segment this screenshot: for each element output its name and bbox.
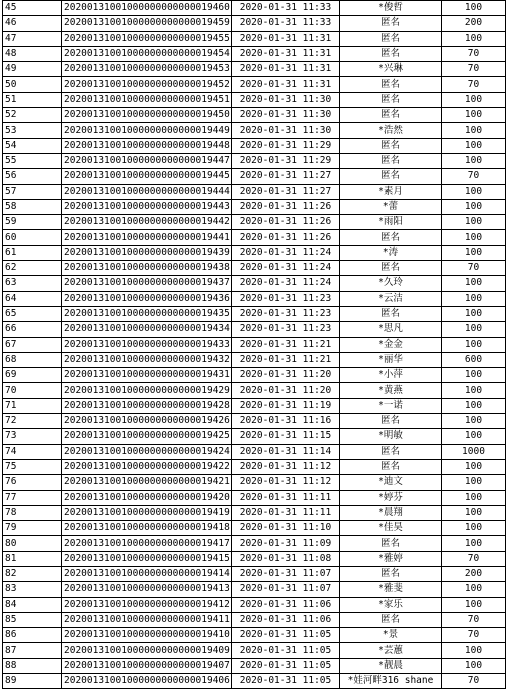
donation-time-cell: 2020-01-31 11:16 [232,414,340,429]
amount-cell: 70 [442,551,506,566]
donor-name-cell: 匿名 [340,46,442,61]
donor-name-cell: *靓晨 [340,658,442,673]
order-number-cell: 20200131001000000000000019437 [62,276,232,291]
amount-cell: 100 [442,276,506,291]
donor-name-cell: *一诺 [340,398,442,413]
row-index-cell: 55 [3,153,62,168]
donor-name-cell: 匿名 [340,92,442,107]
order-number-cell: 20200131001000000000000019439 [62,245,232,260]
order-number-cell: 20200131001000000000000019450 [62,108,232,123]
table-row [3,215,506,230]
amount-cell: 70 [442,169,506,184]
donor-name-cell: *芸蕙 [340,643,442,658]
donor-name-cell: *景 [340,628,442,643]
donation-time-cell: 2020-01-31 11:07 [232,566,340,581]
donation-time-cell: 2020-01-31 11:30 [232,108,340,123]
row-index-cell: 53 [3,123,62,138]
row-index-cell: 72 [3,414,62,429]
order-number-cell: 20200131001000000000000019445 [62,169,232,184]
table-row [3,658,506,673]
row-index-cell: 83 [3,582,62,597]
amount-cell: 200 [442,566,506,581]
donor-name-cell: *小萍 [340,368,442,383]
row-index-cell: 79 [3,521,62,536]
donor-name-cell: *素月 [340,184,442,199]
table-row [3,306,506,321]
row-index-cell: 87 [3,643,62,658]
row-index-cell: 57 [3,184,62,199]
table-row [3,352,506,367]
amount-cell: 100 [442,368,506,383]
table-row [3,123,506,138]
amount-cell: 100 [442,536,506,551]
table-row [3,291,506,306]
donation-time-cell: 2020-01-31 11:24 [232,276,340,291]
order-number-cell: 20200131001000000000000019410 [62,628,232,643]
row-index-cell: 61 [3,245,62,260]
table-row [3,77,506,92]
amount-cell: 100 [442,383,506,398]
row-index-cell: 59 [3,215,62,230]
amount-cell: 70 [442,674,506,689]
table-row [3,398,506,413]
order-number-cell: 20200131001000000000000019460 [62,1,232,16]
amount-cell: 100 [442,643,506,658]
amount-cell: 100 [442,658,506,673]
donor-name-cell: *迪文 [340,475,442,490]
table-row [3,612,506,627]
order-number-cell: 20200131001000000000000019449 [62,123,232,138]
row-index-cell: 52 [3,108,62,123]
row-index-cell: 88 [3,658,62,673]
row-index-cell: 62 [3,261,62,276]
donation-time-cell: 2020-01-31 11:12 [232,475,340,490]
amount-cell: 100 [442,138,506,153]
row-index-cell: 76 [3,475,62,490]
amount-cell: 100 [442,582,506,597]
donor-name-cell: *兴琳 [340,62,442,77]
order-number-cell: 20200131001000000000000019415 [62,551,232,566]
donor-name-cell: *蕾 [340,199,442,214]
amount-cell: 100 [442,490,506,505]
table-row [3,536,506,551]
amount-cell: 100 [442,245,506,260]
table-row [3,92,506,107]
table-row [3,505,506,520]
amount-cell: 100 [442,306,506,321]
donation-time-cell: 2020-01-31 11:06 [232,597,340,612]
donation-table-body [3,1,506,689]
order-number-cell: 20200131001000000000000019411 [62,612,232,627]
row-index-cell: 89 [3,674,62,689]
row-index-cell: 50 [3,77,62,92]
table-row [3,582,506,597]
donation-time-cell: 2020-01-31 11:06 [232,612,340,627]
table-row [3,490,506,505]
table-row [3,245,506,260]
donor-name-cell: *娃河畔316 shane [340,674,442,689]
table-row [3,674,506,689]
table-row [3,444,506,459]
donor-name-cell: *黄燕 [340,383,442,398]
row-index-cell: 85 [3,612,62,627]
donation-time-cell: 2020-01-31 11:33 [232,16,340,31]
donor-name-cell: *雅婷 [340,551,442,566]
amount-cell: 100 [442,153,506,168]
amount-cell: 200 [442,16,506,31]
amount-cell: 70 [442,46,506,61]
row-index-cell: 49 [3,62,62,77]
order-number-cell: 20200131001000000000000019407 [62,658,232,673]
donor-name-cell: *佳昊 [340,521,442,536]
amount-cell: 100 [442,398,506,413]
amount-cell: 100 [442,322,506,337]
donor-name-cell: 匿名 [340,306,442,321]
table-row [3,459,506,474]
amount-cell: 600 [442,352,506,367]
row-index-cell: 81 [3,551,62,566]
order-number-cell: 20200131001000000000000019414 [62,566,232,581]
order-number-cell: 20200131001000000000000019424 [62,444,232,459]
order-number-cell: 20200131001000000000000019409 [62,643,232,658]
amount-cell: 70 [442,612,506,627]
row-index-cell: 64 [3,291,62,306]
table-row [3,31,506,46]
row-index-cell: 70 [3,383,62,398]
table-row [3,368,506,383]
order-number-cell: 20200131001000000000000019459 [62,16,232,31]
donation-time-cell: 2020-01-31 11:30 [232,123,340,138]
donor-name-cell: 匿名 [340,414,442,429]
donor-name-cell: *丽华 [340,352,442,367]
order-number-cell: 20200131001000000000000019454 [62,46,232,61]
amount-cell: 100 [442,337,506,352]
order-number-cell: 20200131001000000000000019417 [62,536,232,551]
order-number-cell: 20200131001000000000000019419 [62,505,232,520]
order-number-cell: 20200131001000000000000019441 [62,230,232,245]
donation-time-cell: 2020-01-31 11:09 [232,536,340,551]
row-index-cell: 65 [3,306,62,321]
table-row [3,46,506,61]
order-number-cell: 20200131001000000000000019432 [62,352,232,367]
order-number-cell: 20200131001000000000000019453 [62,62,232,77]
donation-time-cell: 2020-01-31 11:05 [232,628,340,643]
order-number-cell: 20200131001000000000000019428 [62,398,232,413]
table-row [3,322,506,337]
donation-table [2,0,506,689]
amount-cell: 100 [442,184,506,199]
donation-time-cell: 2020-01-31 11:11 [232,490,340,505]
table-row [3,16,506,31]
table-row [3,261,506,276]
amount-cell: 100 [442,31,506,46]
donor-name-cell: 匿名 [340,169,442,184]
donor-name-cell: 匿名 [340,138,442,153]
donor-name-cell: 匿名 [340,444,442,459]
order-number-cell: 20200131001000000000000019448 [62,138,232,153]
donor-name-cell: 匿名 [340,16,442,31]
table-row [3,230,506,245]
row-index-cell: 84 [3,597,62,612]
donation-time-cell: 2020-01-31 11:21 [232,337,340,352]
donation-time-cell: 2020-01-31 11:12 [232,459,340,474]
order-number-cell: 20200131001000000000000019412 [62,597,232,612]
donation-time-cell: 2020-01-31 11:14 [232,444,340,459]
donation-time-cell: 2020-01-31 11:33 [232,1,340,16]
row-index-cell: 74 [3,444,62,459]
row-index-cell: 45 [3,1,62,16]
row-index-cell: 60 [3,230,62,245]
order-number-cell: 20200131001000000000000019451 [62,92,232,107]
donation-time-cell: 2020-01-31 11:24 [232,245,340,260]
amount-cell: 100 [442,1,506,16]
donor-name-cell: 匿名 [340,31,442,46]
amount-cell: 100 [442,429,506,444]
donor-name-cell: 匿名 [340,536,442,551]
amount-cell: 70 [442,77,506,92]
donor-name-cell: 匿名 [340,566,442,581]
table-row [3,643,506,658]
donor-name-cell: *金金 [340,337,442,352]
row-index-cell: 78 [3,505,62,520]
table-row [3,62,506,77]
donor-name-cell: *思凡 [340,322,442,337]
order-number-cell: 20200131001000000000000019431 [62,368,232,383]
amount-cell: 100 [442,597,506,612]
donation-time-cell: 2020-01-31 11:21 [232,352,340,367]
row-index-cell: 54 [3,138,62,153]
row-index-cell: 56 [3,169,62,184]
donor-name-cell: *浩然 [340,123,442,138]
order-number-cell: 20200131001000000000000019434 [62,322,232,337]
amount-cell: 100 [442,459,506,474]
amount-cell: 100 [442,230,506,245]
amount-cell: 100 [442,475,506,490]
order-number-cell: 20200131001000000000000019420 [62,490,232,505]
amount-cell: 100 [442,92,506,107]
row-index-cell: 69 [3,368,62,383]
donation-time-cell: 2020-01-31 11:23 [232,322,340,337]
order-number-cell: 20200131001000000000000019429 [62,383,232,398]
amount-cell: 100 [442,215,506,230]
donation-time-cell: 2020-01-31 11:20 [232,368,340,383]
row-index-cell: 80 [3,536,62,551]
order-number-cell: 20200131001000000000000019436 [62,291,232,306]
donation-time-cell: 2020-01-31 11:23 [232,291,340,306]
table-row [3,108,506,123]
table-row [3,337,506,352]
donation-time-cell: 2020-01-31 11:29 [232,138,340,153]
donor-name-cell: *晨翔 [340,505,442,520]
donation-time-cell: 2020-01-31 11:05 [232,643,340,658]
donor-name-cell: 匿名 [340,153,442,168]
amount-cell: 100 [442,521,506,536]
donor-name-cell: *家乐 [340,597,442,612]
row-index-cell: 47 [3,31,62,46]
order-number-cell: 20200131001000000000000019425 [62,429,232,444]
donation-time-cell: 2020-01-31 11:07 [232,582,340,597]
donation-time-cell: 2020-01-31 11:31 [232,62,340,77]
row-index-cell: 77 [3,490,62,505]
order-number-cell: 20200131001000000000000019426 [62,414,232,429]
row-index-cell: 71 [3,398,62,413]
donation-time-cell: 2020-01-31 11:08 [232,551,340,566]
donation-time-cell: 2020-01-31 11:26 [232,230,340,245]
donation-time-cell: 2020-01-31 11:31 [232,46,340,61]
donor-name-cell: *久玲 [340,276,442,291]
table-row [3,383,506,398]
amount-cell: 100 [442,414,506,429]
amount-cell: 100 [442,505,506,520]
table-row [3,475,506,490]
order-number-cell: 20200131001000000000000019413 [62,582,232,597]
row-index-cell: 48 [3,46,62,61]
donation-time-cell: 2020-01-31 11:15 [232,429,340,444]
row-index-cell: 73 [3,429,62,444]
order-number-cell: 20200131001000000000000019433 [62,337,232,352]
row-index-cell: 66 [3,322,62,337]
table-row [3,429,506,444]
donor-name-cell: *婷芬 [340,490,442,505]
table-row [3,551,506,566]
order-number-cell: 20200131001000000000000019435 [62,306,232,321]
donor-name-cell: 匿名 [340,77,442,92]
amount-cell: 100 [442,291,506,306]
table-row [3,566,506,581]
row-index-cell: 58 [3,199,62,214]
table-row [3,138,506,153]
amount-cell: 1000 [442,444,506,459]
donor-name-cell: *雅斐 [340,582,442,597]
row-index-cell: 82 [3,566,62,581]
donation-time-cell: 2020-01-31 11:23 [232,306,340,321]
amount-cell: 100 [442,108,506,123]
table-row [3,628,506,643]
donation-time-cell: 2020-01-31 11:27 [232,184,340,199]
donation-time-cell: 2020-01-31 11:19 [232,398,340,413]
table-row [3,1,506,16]
donation-time-cell: 2020-01-31 11:31 [232,77,340,92]
row-index-cell: 75 [3,459,62,474]
order-number-cell: 20200131001000000000000019447 [62,153,232,168]
donor-name-cell: *云洁 [340,291,442,306]
row-index-cell: 86 [3,628,62,643]
donation-time-cell: 2020-01-31 11:26 [232,215,340,230]
amount-cell: 100 [442,199,506,214]
donor-name-cell: 匿名 [340,261,442,276]
donation-time-cell: 2020-01-31 11:10 [232,521,340,536]
donation-time-cell: 2020-01-31 11:05 [232,658,340,673]
donor-name-cell: 匿名 [340,612,442,627]
donation-time-cell: 2020-01-31 11:29 [232,153,340,168]
order-number-cell: 20200131001000000000000019422 [62,459,232,474]
donation-time-cell: 2020-01-31 11:20 [232,383,340,398]
order-number-cell: 20200131001000000000000019443 [62,199,232,214]
table-row [3,414,506,429]
order-number-cell: 20200131001000000000000019455 [62,31,232,46]
donation-time-cell: 2020-01-31 11:24 [232,261,340,276]
donor-name-cell: *雨阳 [340,215,442,230]
table-row [3,153,506,168]
donation-time-cell: 2020-01-31 11:31 [232,31,340,46]
order-number-cell: 20200131001000000000000019418 [62,521,232,536]
table-row [3,184,506,199]
amount-cell: 70 [442,62,506,77]
table-row [3,276,506,291]
donation-time-cell: 2020-01-31 11:30 [232,92,340,107]
donor-name-cell: *涛 [340,245,442,260]
order-number-cell: 20200131001000000000000019452 [62,77,232,92]
row-index-cell: 63 [3,276,62,291]
amount-cell: 70 [442,261,506,276]
row-index-cell: 51 [3,92,62,107]
donation-time-cell: 2020-01-31 11:11 [232,505,340,520]
donor-name-cell: 匿名 [340,459,442,474]
order-number-cell: 20200131001000000000000019421 [62,475,232,490]
order-number-cell: 20200131001000000000000019442 [62,215,232,230]
donor-name-cell: *俊哲 [340,1,442,16]
amount-cell: 70 [442,628,506,643]
donor-name-cell: 匿名 [340,108,442,123]
table-row [3,199,506,214]
donation-time-cell: 2020-01-31 11:05 [232,674,340,689]
donor-name-cell: 匿名 [340,230,442,245]
order-number-cell: 20200131001000000000000019438 [62,261,232,276]
row-index-cell: 68 [3,352,62,367]
donation-time-cell: 2020-01-31 11:27 [232,169,340,184]
donor-name-cell: *明敏 [340,429,442,444]
table-row [3,521,506,536]
amount-cell: 100 [442,123,506,138]
order-number-cell: 20200131001000000000000019406 [62,674,232,689]
donation-time-cell: 2020-01-31 11:26 [232,199,340,214]
row-index-cell: 46 [3,16,62,31]
table-row [3,169,506,184]
table-row [3,597,506,612]
order-number-cell: 20200131001000000000000019444 [62,184,232,199]
row-index-cell: 67 [3,337,62,352]
